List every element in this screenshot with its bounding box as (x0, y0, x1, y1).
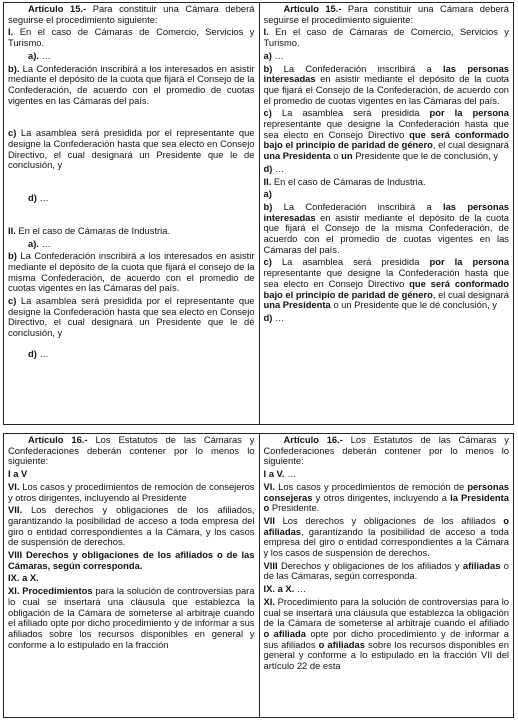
list-item: IX. a X. (8, 572, 39, 584)
paragraph: Artículo 15.- Para constituir una Cámara deberá seguirse el procedimiento siguiente: (8, 3, 255, 25)
section-heading: I. En el caso de Cámaras de Comercio, Servicios y Turismo. (8, 26, 255, 49)
list-item: VIII Derechos y obligaciones de los afiliados y afiliadas o de las Cámaras, según corresponda. (263, 559, 509, 582)
list-item: VI. Los casos y procedimientos de remoción de personas consejeras y otros dirigentes, incluyendo a la Presidenta o Presidente. (263, 480, 509, 514)
list-item: d) … (263, 311, 285, 323)
paragraph: Artículo 16.- Los Estatutos de las Cámaras y Confederaciones deberán contener por lo menos lo siguiente: (263, 434, 509, 467)
article-16-table (3, 433, 514, 718)
list-item: d) … (28, 347, 49, 359)
list-item: VII Los derechos y obligaciones de los afiliados o afiliadas, garantizando la posibilidad de acceso a toda empresa del giro o entidad correspondientes a la Cámara y los casos de suspensión de derechos. (263, 514, 509, 559)
list-item: a) (263, 188, 272, 200)
section-heading: II. En el caso de Cámaras de Industria. (8, 224, 171, 236)
list-item: c) La asamblea será presidida por el representante que designe la Confederación hasta que sea electo en Consejo Directivo, el cual designará un Presidente que le de conclusión, y (8, 127, 255, 171)
list-item: I a V (8, 468, 28, 480)
list-item: a). … (28, 237, 51, 249)
list-item: b) La Confederación inscribirá a los interesados en asistir mediante el depósito de la cuota que fijará el consejo de la misma Confederación, de acuerdo con el promedio de cuotas vigentes en las Cámaras del país. (8, 250, 255, 294)
list-item: a). … (28, 49, 51, 61)
section-heading: II. En el caso de Cámaras de Industria. (263, 175, 426, 187)
list-item: IX. a X. … (263, 583, 307, 595)
article-16-proposed-text (259, 434, 514, 717)
list-item: VI. Los casos y procedimientos de remoción de consejeros y otros dirigentes, incluyendo al Presidente (8, 480, 255, 503)
list-item: d) … (263, 162, 285, 174)
list-item: b) La Confederación inscribirá a las personas interesadas en asistir mediante el depósito de la cuota que fijará el Consejo de la misma Confederación, de acuerdo con el promedio de cuotas vigentes en las Cámaras del país. (263, 200, 509, 255)
article-15-current-text (4, 3, 259, 424)
list-item: c) La asamblea será presidida por la persona representante que designe la Confederación hasta que sea electo en Consejo Directivo que será conformado bajo el principio de paridad de género, el cual designará una Presidenta o un Presidente que le dé conclusión, y (263, 256, 509, 311)
article-15-table (3, 2, 514, 425)
section-heading: I. En el caso de Cámaras de Comercio, Servicios y Turismo. (263, 26, 509, 49)
list-item: b). La Confederación inscribirá a los interesados en asistir mediante el depósito de la cuota que fijará el Consejo de la Confederación, de acuerdo con el promedio de cuotas vigentes en las Cámaras del país. (8, 62, 255, 106)
list-item: VII. Los derechos y obligaciones de los afiliados, garantizando la posibilidad de acceso a toda empresa del giro o entidad correspondientes a la Cámara, y los casos de suspensión de derechos. (8, 504, 255, 548)
list-item: I a V. … (263, 468, 297, 480)
article-15-proposed-text (259, 3, 514, 424)
article-16-current-text (4, 434, 259, 717)
list-item: c) La asamblea será presidida por la persona representante que designe la Confederación hasta que sea electo en Consejo Directivo que será conformado bajo el principio de paridad de género, el cual designará una Presidenta o un Presidente que le de conclusión, y (263, 107, 509, 162)
paragraph: Artículo 15.- Para constituir una Cámara deberá seguirse el procedimiento siguiente: (263, 3, 509, 25)
list-item: a) … (263, 49, 284, 61)
list-item: XI. Procedimiento para la solución de controversias para lo cual se insertará una cláusula que establezca la obligación de la Cámara de someterse al arbitraje cuando el afiliado o afiliada opte por dicho procedimiento y de informar a sus afiliados o afiliadas sobre los recursos disponibles en general y conforme a lo estipulado en la fracción VII del artículo 22 de esta (263, 595, 509, 672)
list-item: b) La Confederación inscribirá a las personas interesadas en asistir mediante el depósito de la cuota que fijará el Consejo de la Confederación, de acuerdo con el promedio de cuotas vigentes en las Cámaras del país. (263, 62, 509, 106)
list-item: d) … (28, 192, 49, 204)
list-item: XI. Procedimientos para la solución de controversias para lo cual se insertará una cláusula que establezca la obligación de la Cámara de someterse al arbitraje cuando el afiliado opte por dicho procedimiento y de informar a sus afiliados sobre los recursos disponibles en general y conforme a lo estipulado en la fracción (8, 585, 255, 650)
paragraph: Artículo 16.- Los Estatutos de las Cámaras y Confederaciones deberán contener por lo menos lo siguiente: (8, 434, 255, 467)
list-item: c) La asamblea será presidida por el representante que designe la Confederación hasta que sea electo en Consejo Directivo, el cual designará un Presidente que le dé conclusión, y (8, 295, 255, 339)
list-item: VIII Derechos y obligaciones de los afiliados o de las Cámaras, según corresponda. (8, 549, 255, 571)
